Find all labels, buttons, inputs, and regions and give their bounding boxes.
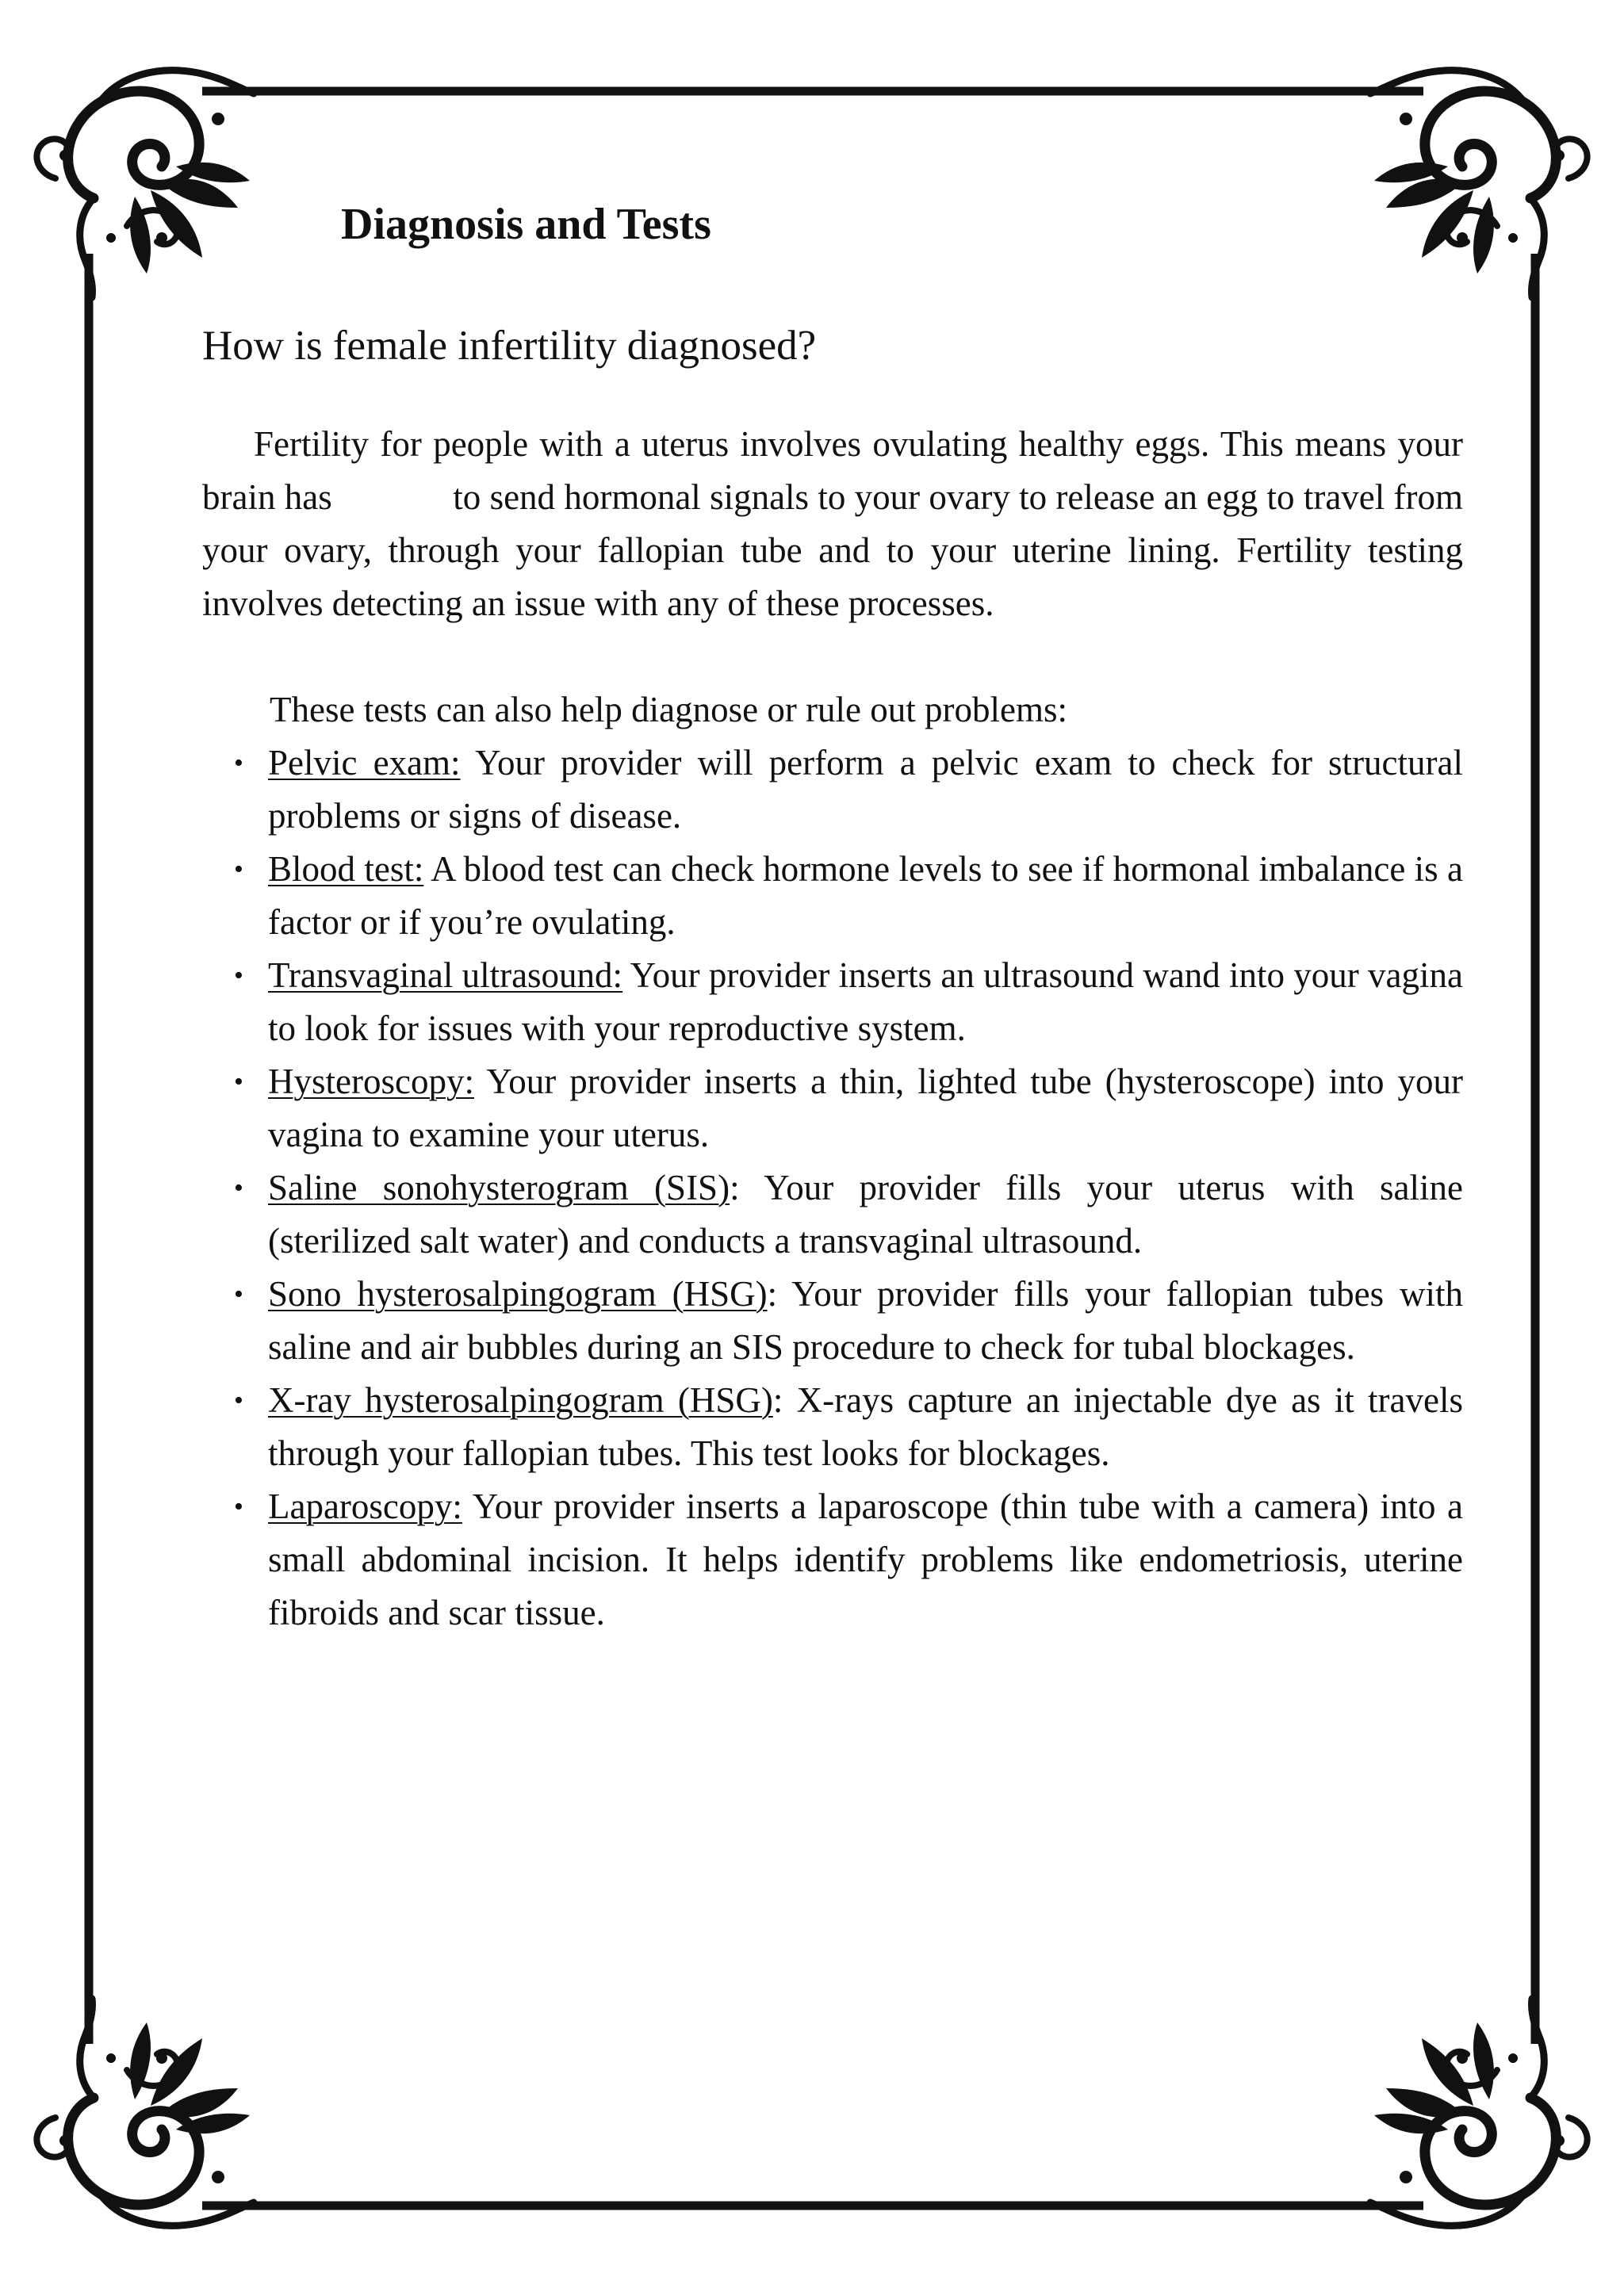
intro-text-end: to send hormonal signals to your ovary to release an egg to travel from your ovary, through your fallopian tube and to your uterine lining. Fertility testing involves detecting an issue with any of these processes. <box>202 477 1464 623</box>
bullet-icon: • <box>234 1067 243 1096</box>
bullet-icon: • <box>234 855 243 884</box>
test-term-end: ) <box>760 1380 773 1420</box>
list-item <box>202 843 1463 949</box>
test-term: Transvaginal ultrasound: <box>268 955 623 995</box>
list-item <box>202 949 1463 1055</box>
test-term-end: ) <box>718 1168 730 1207</box>
test-term: Hysteroscopy: <box>268 1062 474 1101</box>
intro-paragraph <box>202 418 1463 630</box>
test-description: A blood test can check hormone levels to see if hormonal imbalance is a factor or if you’re ovulating. <box>268 849 1463 942</box>
test-term: Blood test: <box>268 849 424 889</box>
test-term: Saline sonohysterogram (SIS <box>268 1168 718 1207</box>
tests-list <box>202 737 1463 1640</box>
test-term: Laparoscopy: <box>268 1487 462 1526</box>
page-heading: Diagnosis and Tests <box>341 200 711 249</box>
bullet-icon: • <box>234 1173 243 1203</box>
test-description: Your provider inserts a thin, lighted tube (hysteroscope) into your vagina to examine your uterus. <box>268 1062 1463 1154</box>
corner-flourish-top-right <box>1370 71 1588 297</box>
test-description: Your provider inserts an ultrasound wand into your vagina to look for issues with your reproductive system. <box>268 955 1463 1048</box>
corner-flourish-top-left <box>36 71 254 297</box>
intro-text-start: Fertility for people with a uterus involves ovulating healthy eggs. This means your brain has <box>202 424 1463 517</box>
corner-flourish-bottom-right <box>1370 1999 1588 2225</box>
test-term: Sono hysterosalpingogram (HSG <box>268 1274 756 1314</box>
list-item <box>202 1161 1463 1268</box>
section-question: How is female infertility diagnosed? <box>202 323 817 369</box>
test-term-colon: : <box>767 1274 778 1314</box>
bullet-icon: • <box>234 1386 243 1415</box>
test-description: Your provider will perform a pelvic exam to check for structural problems or signs of disease. <box>268 743 1463 836</box>
test-description: Your provider inserts a laparoscope (thin tube with a camera) into a small abdominal incision. It helps identify problems like endometriosis, uterine fibroids and scar tissue. <box>268 1487 1463 1632</box>
bullet-icon: • <box>234 1492 243 1521</box>
list-item <box>202 737 1463 843</box>
test-description: X-rays capture an injectable dye as it travels through your fallopian tubes. This test looks for blockages. <box>268 1380 1464 1473</box>
test-term-colon: : <box>730 1168 740 1207</box>
test-description: Your provider fills your uterus with saline (sterilized salt water) and conducts a transvaginal ultrasound. <box>268 1168 1464 1261</box>
list-item <box>202 1268 1463 1374</box>
tests-lead-text: These tests can also help diagnose or rule out problems: <box>270 690 1067 729</box>
document-body <box>202 418 1463 1640</box>
corner-flourish-bottom-left <box>36 1999 254 2225</box>
bullet-icon: • <box>234 1280 243 1309</box>
bullet-icon: • <box>234 748 243 778</box>
list-item <box>202 1374 1463 1480</box>
list-item <box>202 1055 1463 1161</box>
test-term-colon: : <box>772 1380 783 1420</box>
list-item <box>202 1480 1463 1640</box>
test-term: X-ray hysterosalpingogram (HSG <box>268 1380 761 1420</box>
test-description: Your provider fills your fallopian tubes with saline and air bubbles during an SIS procedure to check for tubal blockages. <box>268 1274 1463 1367</box>
test-term-end: ) <box>755 1274 768 1314</box>
bullet-icon: • <box>234 961 243 990</box>
test-term: Pelvic exam: <box>268 743 461 783</box>
